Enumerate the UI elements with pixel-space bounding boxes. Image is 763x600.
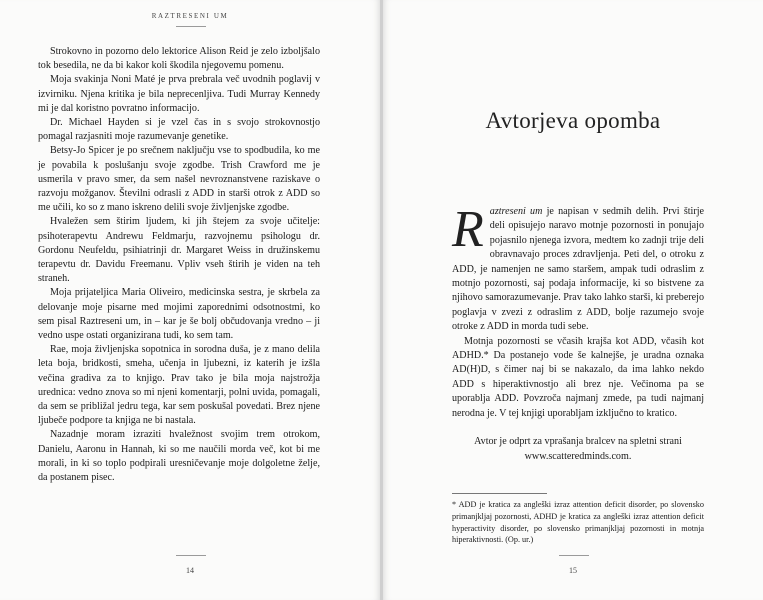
contact-line: Avtor je odprt za vprašanja bralcev na spletni strani [474,436,682,448]
paragraph: Motnja pozornosti se včasih krajša kot ADD, včasih kot ADHD.* Da postanejo vode še kalnejše, je uradna oznaka AD(H)D, s čimer naj bi se nakazalo, da ima lahko nekdo ADD s hiperaktivnostjo ali brez nje. Večinoma pa se uporablja ADD. Povzroča najmanj zmede, pa tudi najmanj nerodna je. V tej knjigi uporabljam izključno to kratico. [452,335,704,419]
header-rule [176,26,206,27]
paragraph: Moja prijateljica Maria Oliveiro, medicinska sestra, je skrbela za delovanje moje pisarne med mojimi zaporednimi odsotnostmi, ko sem pisal Raztreseni um, in – kar je še bolj občudovanja vredno – ji vedno uspe ostati organizirana tudi, ko sem tam. [38,287,320,342]
paragraph: Strokovno in pozorno delo lektorice Alison Reid je zelo izboljšalo tok besedila, ne da bi kakor koli škodila njegovemu pomenu. [38,46,320,72]
page-number: 14 [186,566,194,575]
footer-rule [176,555,206,556]
drop-cap: R [452,201,484,258]
paragraph: Betsy-Jo Spicer je po srečnem naključju vse to spodbudila, ko me je povabila k poslušanju svoje zgodbe. Trish Crawford me je usmerila v pravo smer, da sem našel nevroznanstvene raziskave o razvoju možganov. Številni odrasli z ADD in starši otrok z ADD so me učili, ko so z mano iskreno delili svoje življenjske zgodbe. [38,145,320,214]
contact-note [452,435,704,464]
footnote-rule [452,493,547,494]
paragraph [452,201,705,335]
paragraph: Dr. Michael Hayden si je vzel čas in s svojo strokovnostjo pomagal razjasniti moje razumevanje genetike. [38,117,320,143]
right-page [383,0,763,600]
paragraph: Rae, moja življenjska sopotnica in sorodna duša, je z mano delila leta boja, bridkosti, smeha, učenja in ljubezni, iz katerih je izšla večina gradiva za to knjigo. Prav tako je bila moja najstrožja urednica: vedno znova so mi njeni komentarji, polni uvida, pomagali, da sem se približal jedru tega, kar sem poskušal povedati. Brez njene ljubeče podpore ta knjiga ne bi nastala. [38,344,320,427]
footer-rule [559,555,589,556]
author-note-text [452,201,705,464]
left-page [0,0,380,600]
paragraph: Hvaležen sem štirim ljudem, ki jih štejem za svoje učitelje: psihoterapevtu Andrewu Feldmarju, razvojnemu psihologu dr. Gordonu Neufeldu, psihiatrinji dr. Margaret Weiss in družinskemu terapevtu dr. Davidu Freemanu. Vpliv vseh štirih je viden na teh straneh. [38,216,320,285]
website-link[interactable]: www.scatteredminds.com. [524,450,632,462]
page-number: 15 [569,566,577,575]
running-head: RAZTRESENI UM [151,12,229,20]
footnote: * ADD je kratica za angleški izraz attention deficit disorder, po slovensko primanjkljaj pozornosti, ADHD je kratica za angleški izraz attention deficit hyperactivity disorder, po slovensko primanjkljaj pozornosti in motnja hiperaktivnosti. (Op. ur.) [452,500,704,545]
chapter-title: Avtorjeva opomba [485,108,661,133]
acknowledgements-text [38,45,320,485]
book-title-italic: aztreseni um [489,206,543,217]
paragraph-text: je napisan v sedmih delih. Prvi štirje deli opisujejo naravo motnje pozornosti in ponujajo pojasnilo njenega izvora, medtem ko zadnji trije deli obravnavajo proces zdravljenja. Peti del, o otroku z ADD, je namenjen ne samo staršem, ampak tudi odraslim z motnjo pozornosti, saj podaja informacije, ki so bistvene za njihovo samorazumevanje. Prav tako lahko starši, ki preberejo poglavja v zvezi z odraslim z ADD, bolje razumejo svoje otroke z ADD in morda tudi sebe. [452,206,705,333]
paragraph: Moja svakinja Noni Maté je prva prebrala več uvodnih poglavij v izvirniku. Njena kritika je bila neprecenljiva. Tudi Murray Kennedy mi je dal koristno povratno informacijo. [38,74,320,114]
paragraph: Nazadnje moram izraziti hvaležnost svojim trem otrokom, Danielu, Aaronu in Hannah, ki so me naučili morda več, kot bi me morali, in ki so toplo podpirali uresničevanje moje dolgoletne želje, da postanem pisec. [38,429,320,484]
